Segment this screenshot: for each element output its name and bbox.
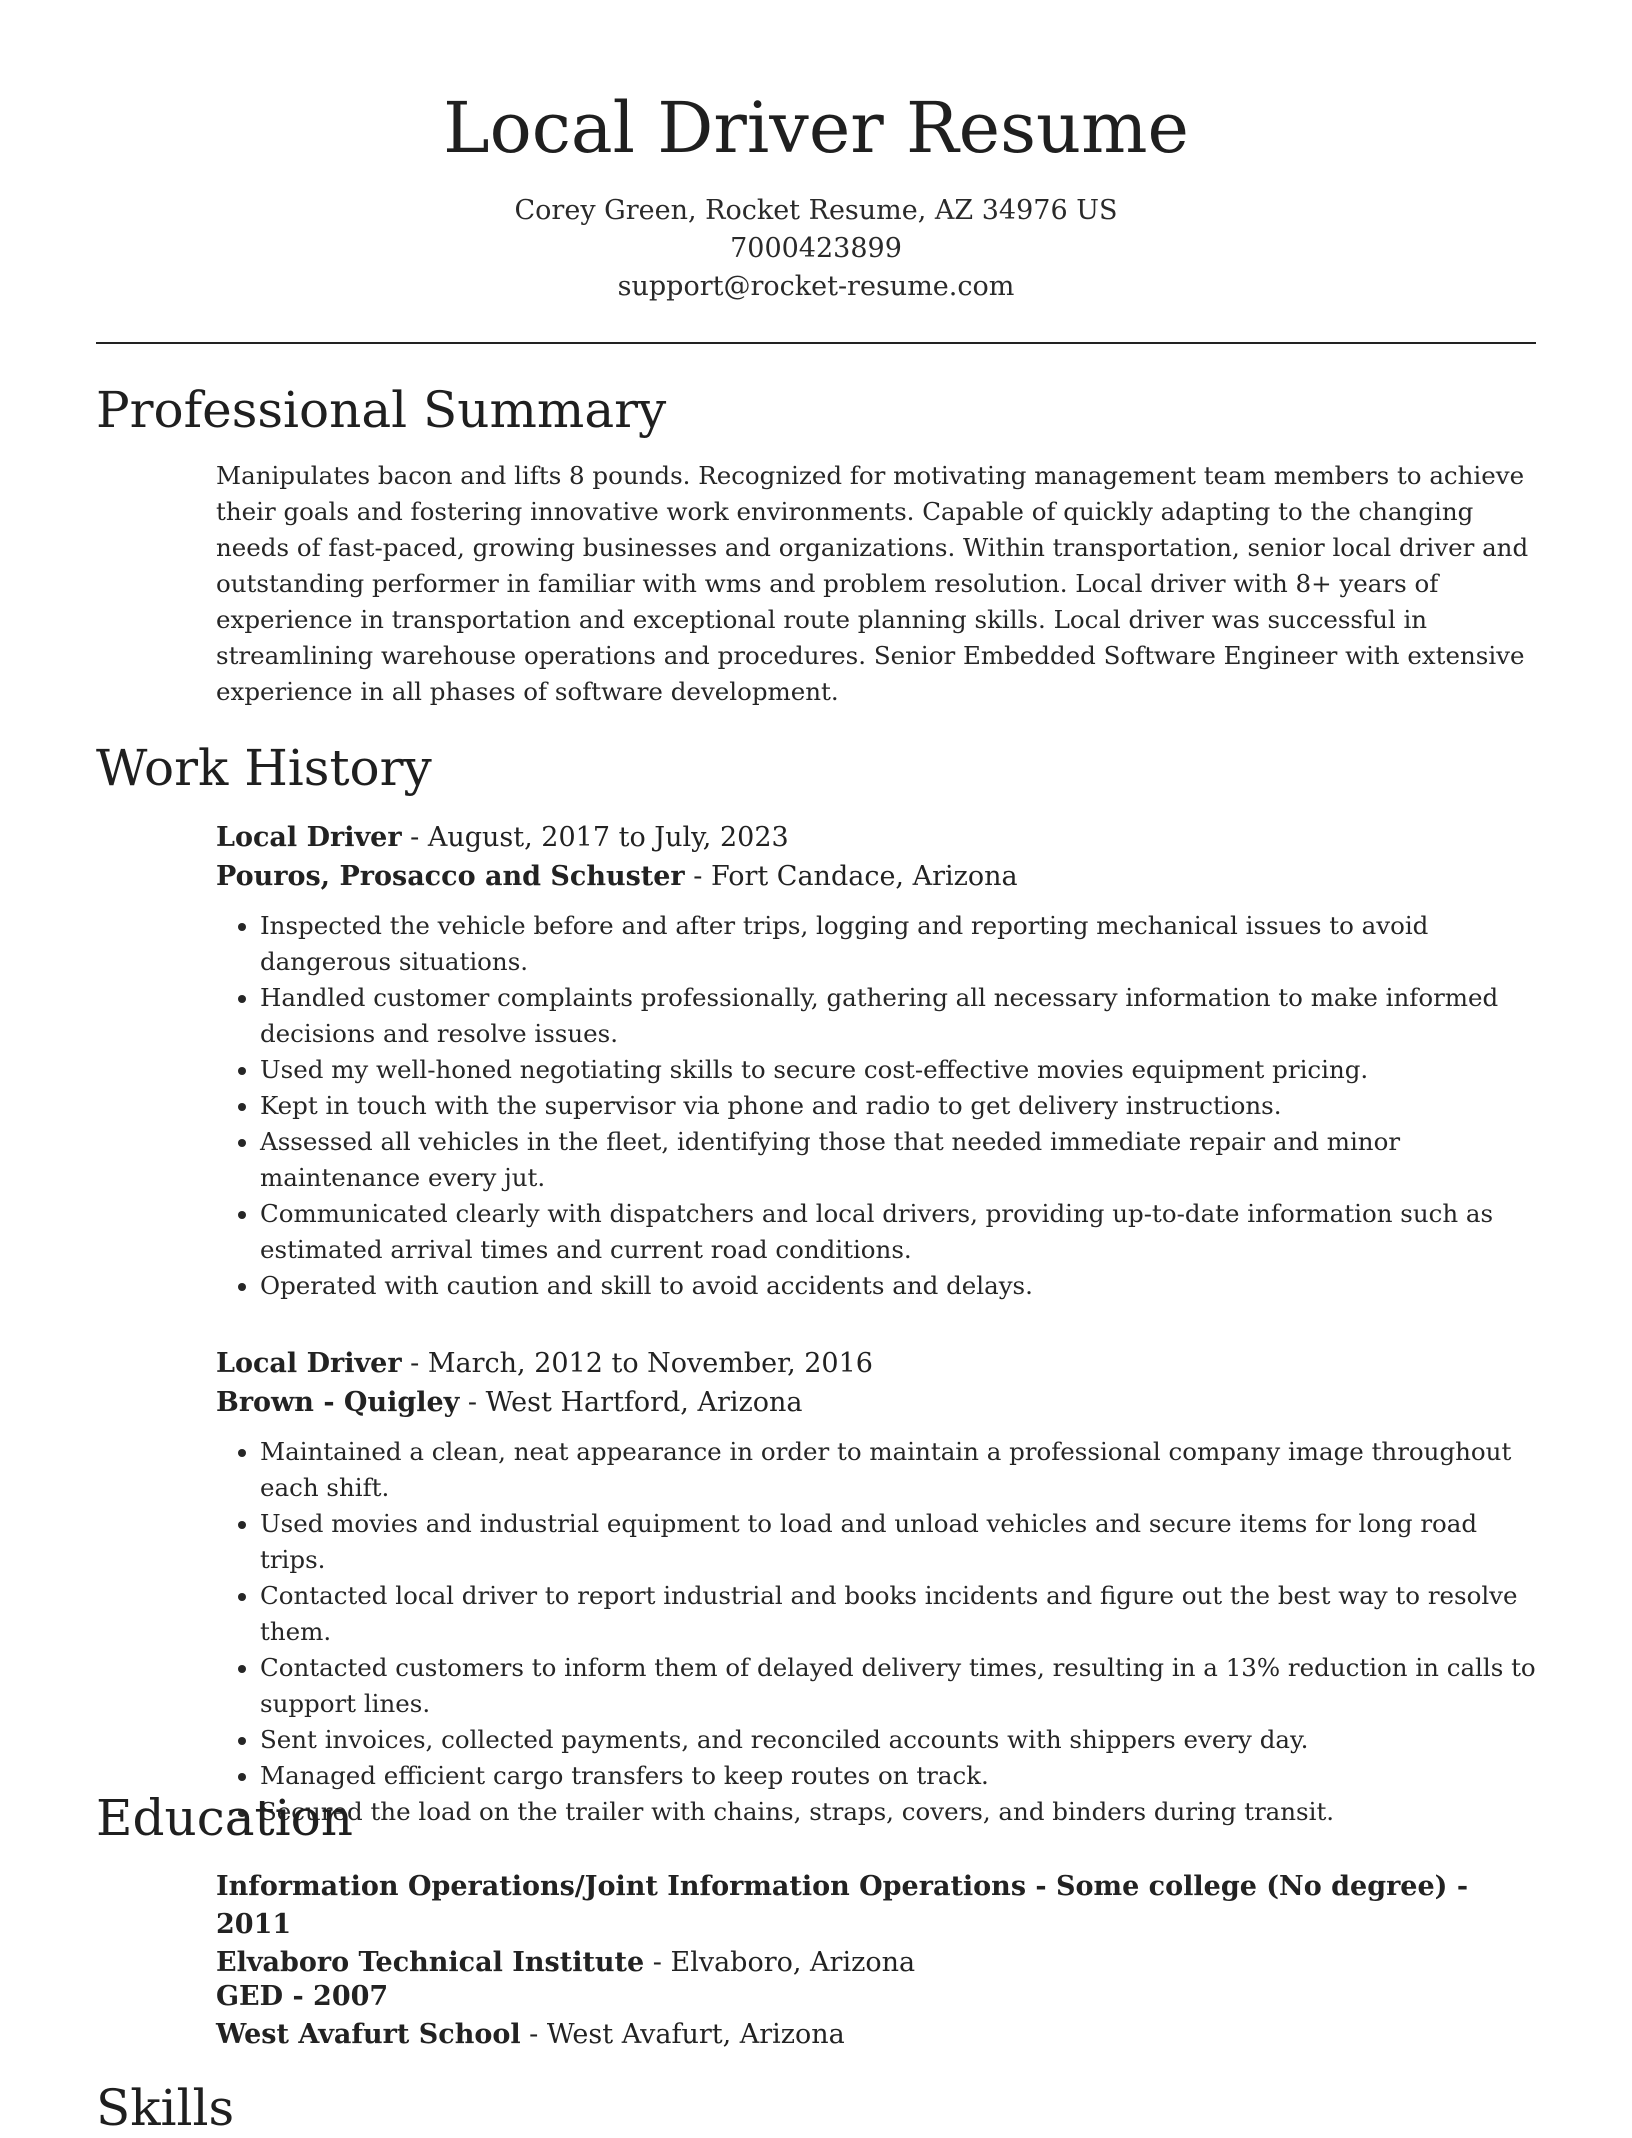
job-title: Local Driver — [216, 1348, 402, 1379]
job-title: Local Driver — [216, 822, 402, 853]
job-bullet: • Kept in touch with the supervisor via phone and radio to get delivery instructions. — [260, 1088, 1536, 1124]
job-location: - Fort Candace, Arizona — [684, 861, 1018, 892]
job-bullet: • Contacted customers to inform them of delayed delivery times, resulting in a 13% reduction in calls to support lines. — [260, 1650, 1536, 1722]
contact-email: support@rocket-resume.com — [617, 271, 1015, 302]
contact-phone: 7000423899 — [730, 233, 902, 264]
education-school-line — [216, 2016, 1536, 2054]
summary-text: Manipulates bacon and lifts 8 pounds. Recognized for motivating management team members to achieve their goals and fostering innovative work environments. Capable of quickly adapting to the changing needs of fast-paced, growing businesses and organizations. Within transportation, senior local driver and outstanding performer in familiar with wms and problem resolution. Local driver with 8+ years of experience in transportation and exceptional route planning skills. Local driver was successful in streamlining warehouse operations and procedures. Senior Embedded Software Engineer with extensive experience in all phases of software development. — [216, 461, 1529, 706]
job-dates: - March, 2012 to November, 2016 — [401, 1348, 873, 1379]
summary-block — [216, 458, 1536, 710]
job-company-line — [216, 857, 1536, 896]
job-bullet: • Inspected the vehicle before and after trips, logging and reporting mechanical issues to avoid dangerous situations. — [260, 908, 1536, 980]
job-bullets — [216, 1434, 1536, 1830]
job-bullet: • Sent invoices, collected payments, and reconciled accounts with shippers every day. — [260, 1722, 1536, 1758]
job-entry — [216, 818, 1536, 1304]
job-bullet: • Communicated clearly with dispatchers and local drivers, providing up-to-date information such as estimated arrival times and current road conditions. — [260, 1196, 1536, 1268]
job-bullet: • Operated with caution and skill to avoid accidents and delays. — [260, 1268, 1536, 1304]
job-bullet: • Maintained a clean, neat appearance in order to maintain a professional company image throughout each shift. — [260, 1434, 1536, 1506]
education-school: Elvaboro Technical Institute — [216, 1947, 645, 1978]
contact-block — [0, 192, 1632, 306]
education-entry — [216, 1978, 1536, 2054]
section-heading-summary: Professional Summary — [96, 381, 667, 439]
education-degree: GED - 2007 — [216, 1981, 389, 2012]
section-heading-skills: Skills — [96, 2079, 235, 2137]
job-title-line — [216, 818, 1536, 857]
contact-address: Corey Green, Rocket Resume, AZ 34976 US — [514, 195, 1118, 226]
job-entry — [216, 1344, 1536, 1830]
job-location: - West Hartford, Arizona — [459, 1387, 803, 1418]
section-heading-education: Education — [96, 1789, 353, 1847]
job-bullet: • Used movies and industrial equipment to load and unload vehicles and secure items for long road trips. — [260, 1506, 1536, 1578]
header-divider — [96, 342, 1536, 344]
job-title-line — [216, 1344, 1536, 1383]
job-bullet: • Assessed all vehicles in the fleet, identifying those that needed immediate repair and minor maintenance every jut. — [260, 1124, 1536, 1196]
job-bullets — [216, 908, 1536, 1304]
education-entry — [216, 1868, 1536, 1982]
job-bullet: • Managed efficient cargo transfers to keep routes on track. — [260, 1758, 1536, 1794]
job-bullet: • Contacted local driver to report industrial and books incidents and figure out the best way to resolve them. — [260, 1578, 1536, 1650]
job-bullet: • Handled customer complaints professionally, gathering all necessary information to make informed decisions and resolve issues. — [260, 980, 1536, 1052]
job-company: Brown - Quigley — [216, 1387, 460, 1418]
job-company-line — [216, 1383, 1536, 1422]
resume-header — [0, 0, 1632, 306]
education-location: - Elvaboro, Arizona — [644, 1947, 916, 1978]
job-bullet: • Used my well-honed negotiating skills to secure cost-effective movies equipment pricing. — [260, 1052, 1536, 1088]
education-school-line — [216, 1944, 1536, 1982]
education-school: West Avafurt School — [216, 2019, 521, 2050]
job-dates: - August, 2017 to July, 2023 — [401, 822, 789, 853]
job-bullet: • Secured the load on the trailer with chains, straps, covers, and binders during transit. — [260, 1794, 1536, 1830]
education-degree: Information Operations/Joint Information Operations - Some college (No degree) - 2011 — [216, 1871, 1469, 1940]
resume-title: Local Driver Resume — [443, 87, 1189, 169]
education-location: - West Avafurt, Arizona — [520, 2019, 845, 2050]
section-heading-work-history: Work History — [96, 739, 432, 797]
job-company: Pouros, Prosacco and Schuster — [216, 861, 685, 892]
